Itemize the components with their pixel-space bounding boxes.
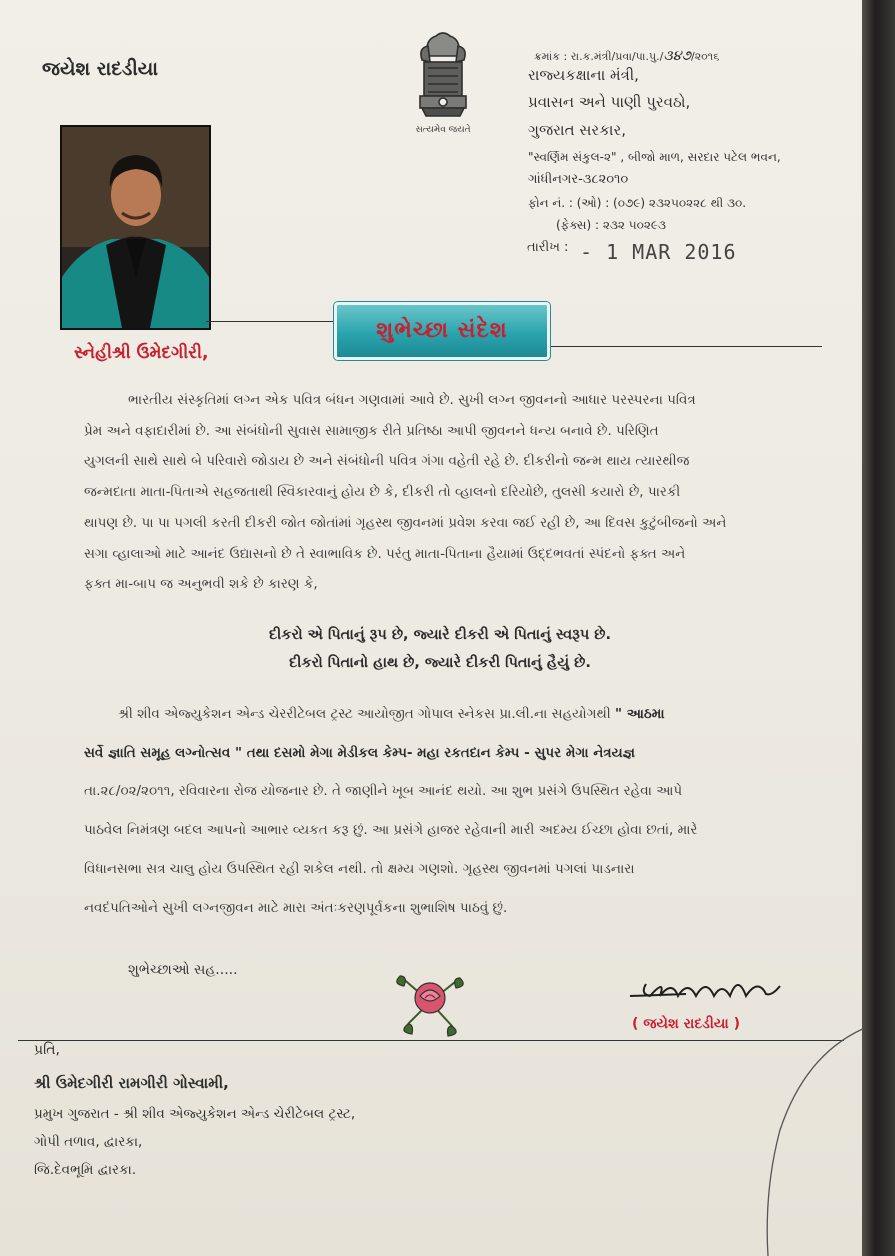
letter-paragraph-2 [84, 695, 854, 927]
page-edge-shadow [862, 0, 895, 1256]
state-emblem-icon [408, 26, 478, 138]
rose-icon [390, 962, 470, 1040]
salutation: સ્નેહીશ્રી ઉમેદગીરી, [74, 343, 209, 363]
signatory-name: ( જયેશ રાદડીયા ) [632, 1016, 741, 1032]
address-line: રાજ્યકક્ષાના મંત્રી, [528, 66, 639, 84]
paragraph-line: પ્રેમ અને વફાદારીમાં છે. આ સંબંધોની સુવાસ સામાજીક રીતે પ્રતિષ્ઠા આપી જીવનને ધન્ય બનાવે છે. પરિણિત [84, 422, 659, 439]
closing-greeting: શુભેચ્છાઓ સહ..... [128, 962, 238, 978]
paragraph-line: ભારતીય સંસ્કૃતિમાં લગ્ન એક પવિત્ર બંધન ગણવામાં આવે છે. સુખી લગ્ન જીવનનો આધાર પરસ્પરના પવિત્ર [128, 392, 696, 408]
fax-line: (ફેક્સ) : ૨૩૨ ૫૦૨૯૩ [556, 218, 667, 232]
date-label: તારીખ : [527, 240, 569, 255]
divider-line [550, 346, 822, 347]
recipient-name: શ્રી ઉમેદગીરી રામગીરી ગોસ્વામી, [34, 1074, 229, 1092]
paragraph-line: સગા વ્હાલાઓ માટે આનંદ ઉદ્યાસનો છે તે સ્વાભાવિક છે. પરંતુ માતા-પિતાના હૈયામાં ઉદ્દભવતાં સ્પંદનો ફક્ત અને [84, 545, 686, 562]
address-line: ગુજરાત સરકાર, [528, 121, 626, 139]
svg-text:Jayesh: Jayesh [626, 966, 630, 967]
phone-line: ફોન નં. : (ઓ) : (૦૭૯) ૨૩૨૫૦૨૨૮ થી ૩૦. [528, 196, 747, 210]
address-line: પ્રવાસન અને પાણી પુરવઠો, [528, 93, 691, 111]
quote-line-1: દીકરો એ પિતાનું રૂપ છે, જ્યારે દીકરી એ પિતાનું સ્વરૂપ છે. [268, 627, 612, 643]
signature [626, 966, 786, 1016]
recipient-to-label: પ્રતિ, [34, 1042, 60, 1058]
greeting-banner: શુભેચ્છા સંદેશ [334, 302, 550, 360]
paragraph-line: વિધાનસભા સત્ર ચાલુ હોય ઉપસ્થિત રહી શકેલ નથી. તો ક્ષમ્ય ગણશો. ગૃહસ્થ જીવનમાં પગલાં પાડનારા [84, 860, 635, 877]
paragraph-line: તા.૨૮/૦૨/૨૦૧૧, રવિવારના રોજ યોજનાર છે. તે જાણીને ખૂબ આનંદ થયો. આ શુભ પ્રસંગે ઉપસ્થિત રહેવા આપે [84, 783, 683, 800]
reference-handwritten: ૩૪૭ [663, 48, 692, 64]
paragraph-line: ફક્ત મા-બાપ જ અનુભવી શકે છે કારણ કે, [84, 576, 318, 593]
emblem-motto: સત્યમેવ જયતે [415, 125, 471, 135]
paragraph-line: નવદંપતિઓને સુખી લગ્નજીવન માટે મારા અંતઃકરણપૂર્વકના શુભાશિષ પાઠવું છું. [84, 899, 508, 916]
recipient-address-line: ગોપી તળાવ, દ્વારકા, [34, 1134, 143, 1150]
sender-photo [60, 125, 211, 330]
paragraph-line: શ્રી શીવ એજ્યુકેશન એન્ડ ચેરરીટેબલ ટ્રસ્ટ આયોજીત ગોપાલ સ્નેકસ પ્રા.લી.ના સહયોગથી " આઠમા [118, 706, 665, 722]
reference-number: ક્રમાંક : રા.ક.મંત્રી/પ્રવા/પા.પુ./૩૪૭/૨૦૧૬ [534, 48, 720, 64]
date-stamp: - 1 MAR 2016 [580, 240, 737, 264]
quote-line-2: દીકરો પિતાનો હાથ છે, જ્યારે દીકરી પિતાનું હૈયું છે. [289, 655, 591, 671]
divider-line [206, 321, 334, 322]
pen-mark [720, 1010, 862, 1256]
address-line: "સ્વર્ણિમ સંકુલ-૨" , બીજો માળ, સરદાર પટેલ ભવન, [528, 150, 781, 164]
paragraph-line: યુગલની સાથે સાથે બે પરિવારો જોડાય છે અને સંબંધોની પવિત્ર ગંગા વહેતી રહે છે. દીકરીનો જન્મ થાય ત્યારથીજ [84, 453, 690, 470]
person-portrait-icon [62, 127, 209, 328]
recipient-address-line: જિ.દેવભૂમિ દ્વારકા. [34, 1162, 137, 1178]
sender-name: જયેશ રાદડીયા [42, 58, 158, 80]
paragraph-line: સર્વે જ્ઞાતિ સમૂહ લગ્નોત્સવ " તથા દસમો મેગા મેડીકલ કેમ્પ- મહા રકતદાન કેમ્પ - સુપર મેગા નેત્રયજ્ઞ [84, 744, 635, 761]
letter-paragraph-1 [84, 385, 854, 600]
paragraph-line: થાપણ છે. પા પા પગલી કરતી દીકરી જોત જોતાંમાં ગૃહસ્થ જીવનમાં પ્રવેશ કરવા જઈ રહી છે, આ દિવસ કુટુંબીજનો અને [84, 514, 727, 531]
address-line: ગાંધીનગર-૩૮૨૦૧૦ [528, 172, 629, 187]
paragraph-line: જન્મદાતા માતા-પિતાએ સહજતાથી સ્વિકારવાનું હોય છે કે, દીકરી તો વ્હાલનો દરિયોછે, તુલસી કયારો છે, પારકી [84, 484, 681, 501]
paragraph-line: પાઠવેલ નિમંત્રણ બદલ આપનો આભાર વ્યકત કરૂ છું. આ પ્રસંગે હાજર રહેવાની મારી અદમ્ય ઈચ્છા હોવા છતાં, મારે [84, 822, 698, 839]
recipient-designation: પ્રમુખ ગુજરાત - શ્રી શીવ એજ્યુકેશન એન્ડ ચેરીટેબલ ટ્રસ્ટ, [34, 1106, 356, 1122]
